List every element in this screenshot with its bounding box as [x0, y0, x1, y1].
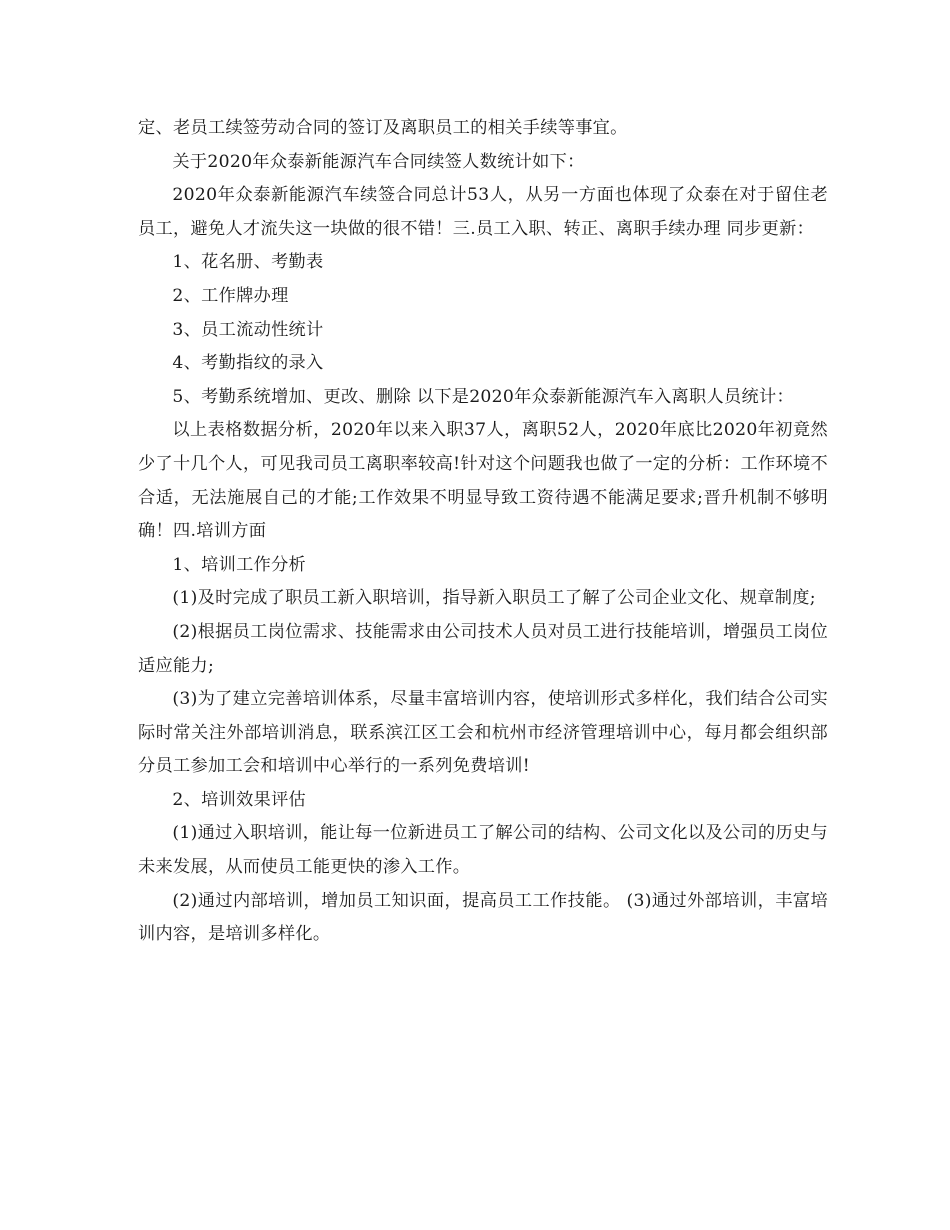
paragraph: 定、老员工续签劳动合同的签订及离职员工的相关手续等事宜。 [138, 118, 628, 138]
document-body [138, 112, 828, 952]
list-item: (2)通过内部培训，增加员工知识面，提高员工工作技能。 (3)通过外部培训，丰富培训内容，是培训多样化。 [138, 890, 828, 945]
list-item: (1)通过入职培训，能让每一位新进员工了解公司的结构、公司文化以及公司的历史与未来发展，从而使员工能更快的渗入工作。 [138, 823, 828, 878]
section-heading: 1、培训工作分析 [172, 554, 307, 575]
section-heading: 2、培训效果评估 [172, 789, 307, 810]
paragraph: 以上表格数据分析，2020年以来入职37人，离职52人，2020年底比2020年初竟然少了十几个人，可见我司员工离职率较高!针对这个问题我也做了一定的分析：工作环境不合适，无法施展自己的才能;工作效果不明显导致工资待遇不能满足要求;晋升机制不够明确！四.培训方面 [138, 420, 828, 542]
list-item: 2、工作牌办理 [172, 285, 289, 306]
list-item: (3)为了建立完善培训体系，尽量丰富培训内容，使培训形式多样化，我们结合公司实际时常关注外部培训消息，联系滨江区工会和杭州市经济管理培训中心，每月都会组织部分员工参加工会和培训中心举行的一系列免费培训! [138, 689, 828, 777]
list-item: (2)根据员工岗位需求、技能需求由公司技术人员对员工进行技能培训，增强员工岗位适应能力; [138, 621, 828, 676]
list-item: 5、考勤系统增加、更改、删除 以下是2020年众泰新能源汽车入离职人员统计： [172, 386, 794, 407]
list-item: 1、花名册、考勤表 [172, 252, 324, 273]
list-item: 4、考勤指纹的录入 [172, 353, 324, 374]
list-item: 3、员工流动性统计 [172, 319, 324, 340]
paragraph: 2020年众泰新能源汽车续签合同总计53人，从另一方面也体现了众泰在对于留住老员工，避免人才流失这一块做的很不错！三.员工入职、转正、离职手续办理 同步更新： [138, 185, 828, 239]
paragraph: 关于2020年众泰新能源汽车合同续签人数统计如下： [172, 151, 585, 172]
list-item: (1)及时完成了职员工新入职培训，指导新入职员工了解了公司企业文化、规章制度; [172, 588, 816, 609]
